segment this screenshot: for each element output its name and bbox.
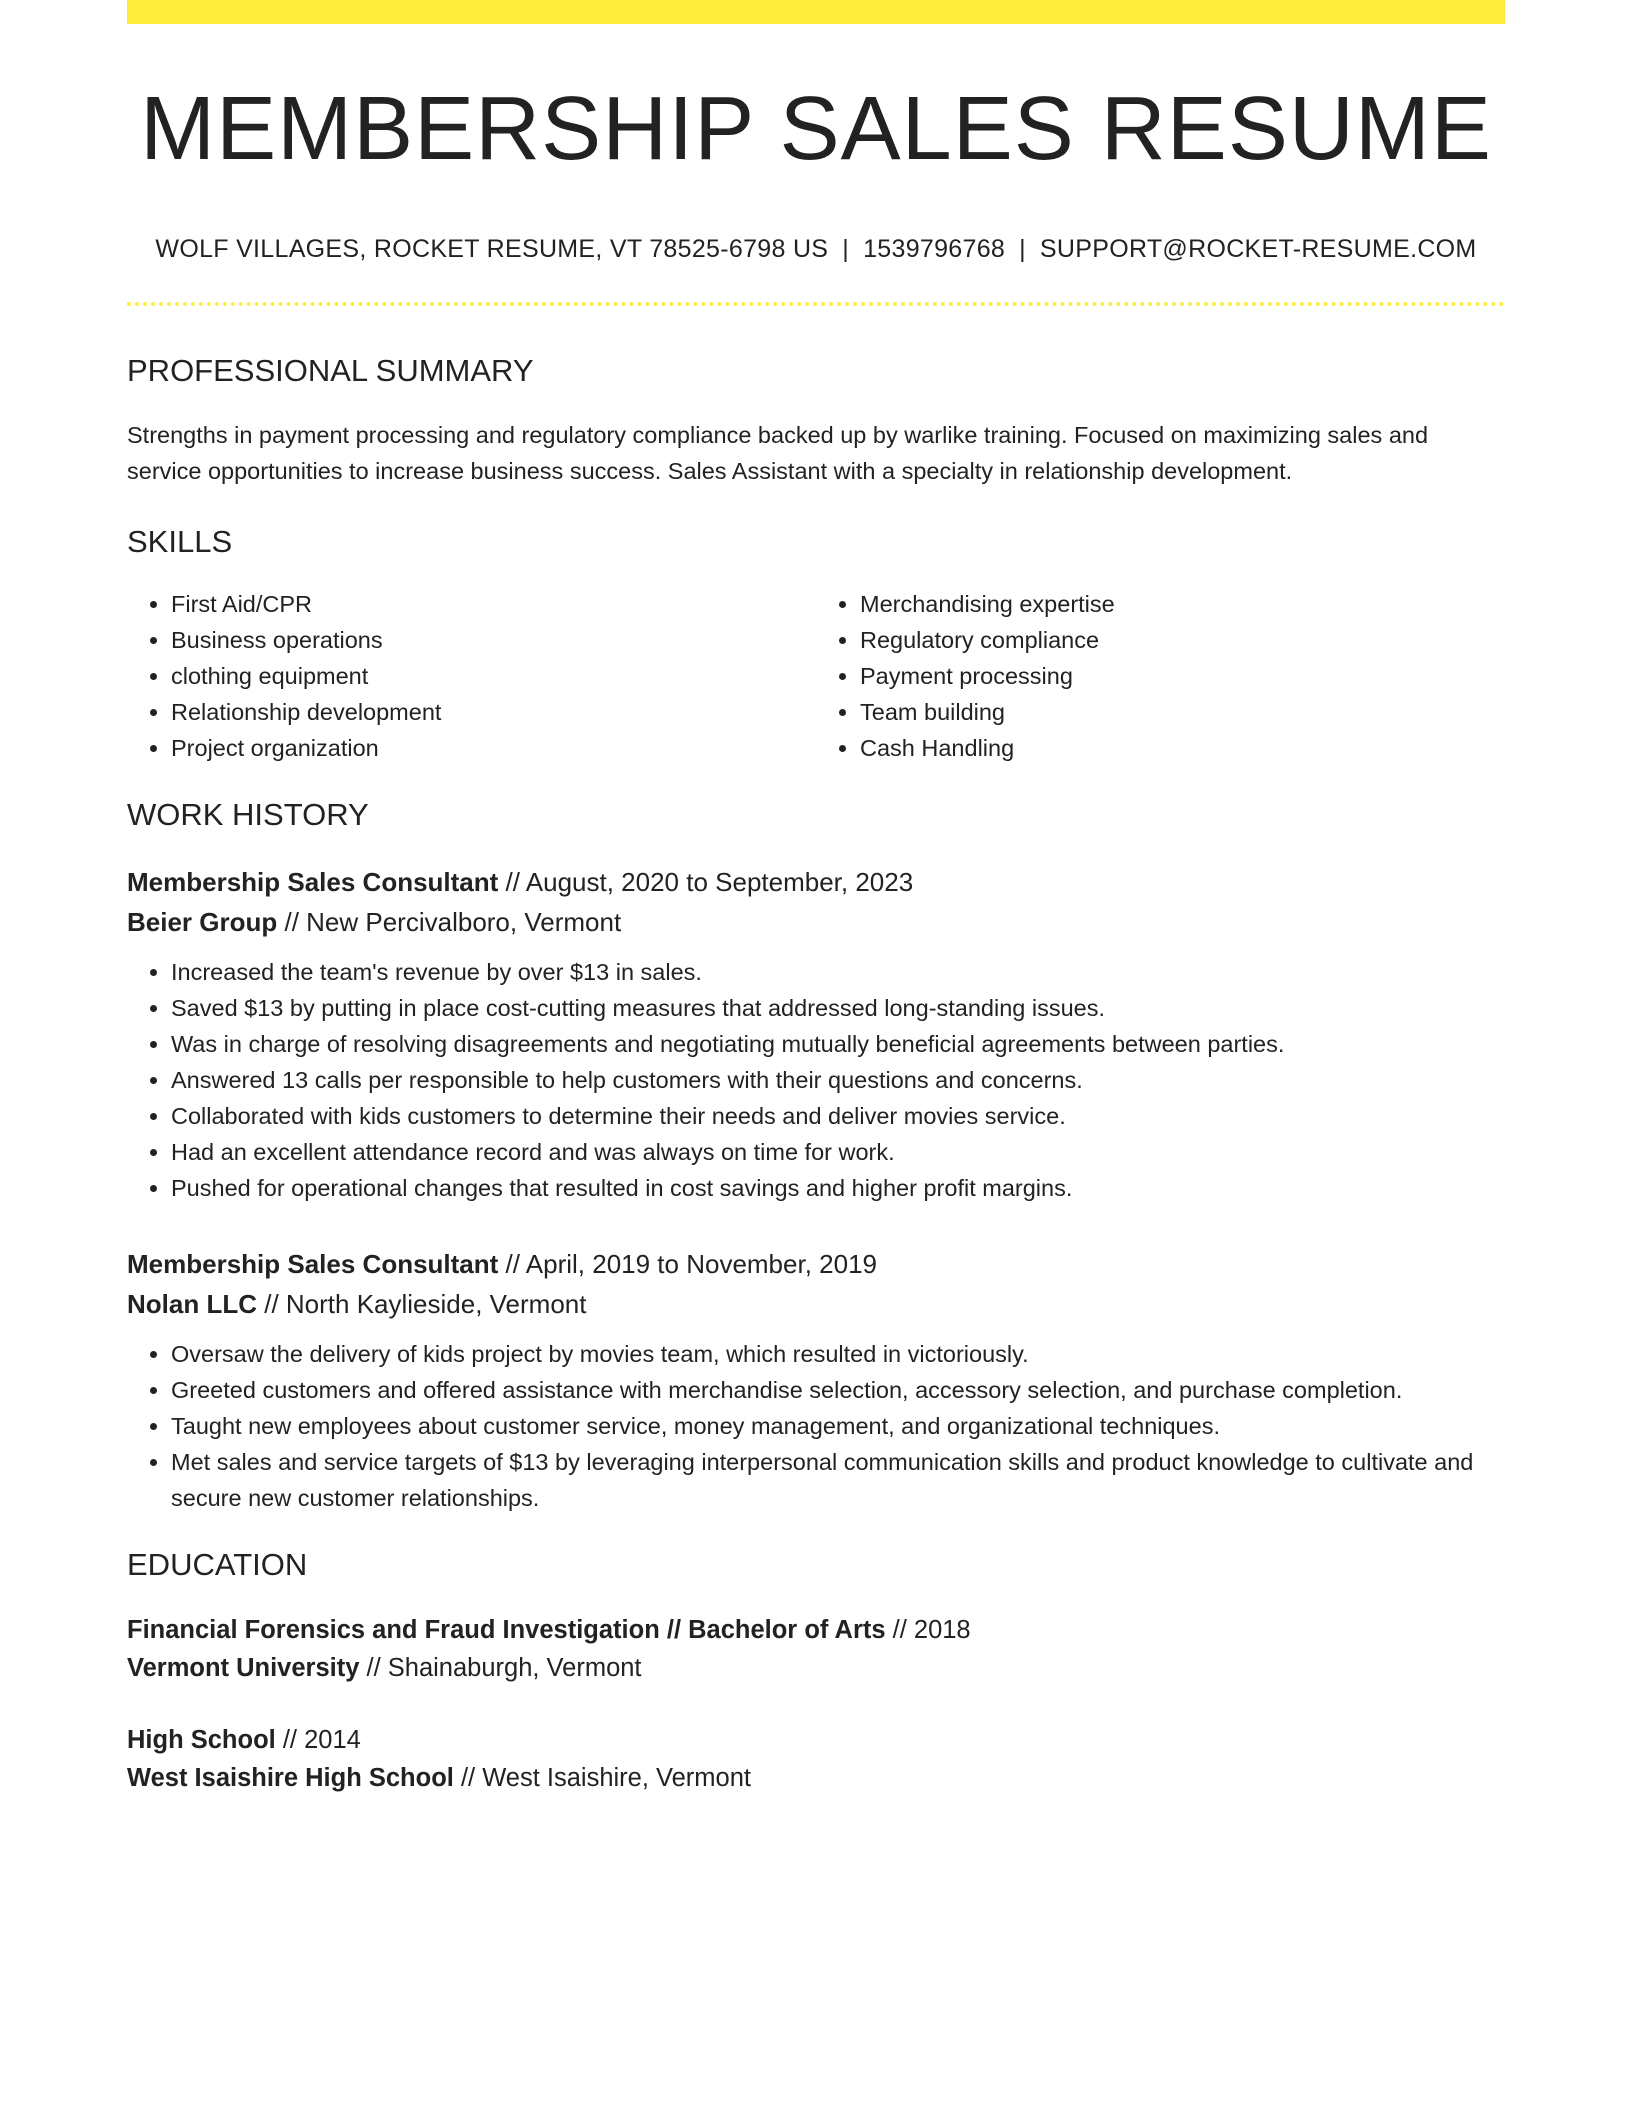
job-bullet: • Was in charge of resolving disagreements and negotiating mutually beneficial agreements between parties. bbox=[171, 1026, 1505, 1062]
contact-email: SUPPORT@ROCKET-RESUME.COM bbox=[1039, 235, 1477, 263]
skills-column-left bbox=[127, 586, 816, 766]
skill-item: • clothing equipment bbox=[171, 658, 816, 694]
job-bullet: • Pushed for operational changes that resulted in cost savings and higher profit margins. bbox=[171, 1170, 1505, 1206]
education-year: // 2014 bbox=[275, 1725, 361, 1754]
education-location: // Shainaburgh, Vermont bbox=[359, 1653, 642, 1682]
skill-item: • Team building bbox=[860, 694, 1505, 730]
contact-line bbox=[127, 235, 1505, 264]
education-school: West Isaishire High School bbox=[127, 1763, 454, 1792]
job-dates: // August, 2020 to September, 2023 bbox=[498, 866, 914, 897]
education-degree: Financial Forensics and Fraud Investigation // Bachelor of Arts bbox=[127, 1615, 886, 1644]
section-title-skills: SKILLS bbox=[127, 524, 233, 560]
job-dates: // April, 2019 to November, 2019 bbox=[498, 1248, 877, 1279]
skill-item: • Business operations bbox=[171, 622, 816, 658]
education-location: // West Isaishire, Vermont bbox=[453, 1763, 751, 1792]
skill-item: • First Aid/CPR bbox=[171, 586, 816, 622]
job-bullet: • Taught new employees about customer service, money management, and organizational techniques. bbox=[171, 1408, 1505, 1444]
resume-title: MEMBERSHIP SALES RESUME bbox=[140, 79, 1492, 179]
job-company: Beier Group bbox=[127, 906, 278, 937]
contact-separator: | bbox=[1019, 235, 1026, 263]
section-title-summary: PROFESSIONAL SUMMARY bbox=[127, 353, 534, 388]
accent-top-bar bbox=[127, 0, 1505, 24]
section-title-work-history: WORK HISTORY bbox=[127, 797, 369, 833]
skill-item: • Cash Handling bbox=[860, 730, 1505, 766]
job-role: Membership Sales Consultant bbox=[127, 866, 499, 897]
education-year: // 2018 bbox=[885, 1615, 971, 1644]
contact-separator: | bbox=[842, 235, 850, 263]
summary-text: Strengths in payment processing and regulatory compliance backed up by warlike training. Focused on maximizing sales and service opportunities to increase business success. Sales Assistant with a specialty in relationship development. bbox=[127, 422, 1429, 485]
skill-item: • Project organization bbox=[171, 730, 816, 766]
job-location: // North Kaylieside, Vermont bbox=[257, 1288, 587, 1319]
job-bullet: • Increased the team's revenue by over $13 in sales. bbox=[171, 954, 1505, 990]
job-entry bbox=[127, 862, 1505, 1206]
skill-item: • Payment processing bbox=[860, 658, 1505, 694]
skill-item: • Relationship development bbox=[171, 694, 816, 730]
job-bullet: • Had an excellent attendance record and was always on time for work. bbox=[171, 1134, 1505, 1170]
job-bullets bbox=[127, 954, 1505, 1206]
job-bullet: • Saved $13 by putting in place cost-cutting measures that addressed long-standing issues. bbox=[171, 990, 1505, 1026]
job-bullet: • Met sales and service targets of $13 by leveraging interpersonal communication skills and product knowledge to cultivate and secure new customer relationships. bbox=[171, 1444, 1505, 1516]
dotted-divider bbox=[127, 302, 1505, 306]
job-bullet: • Answered 13 calls per responsible to help customers with their questions and concerns. bbox=[171, 1062, 1505, 1098]
contact-phone: 1539796768 bbox=[863, 235, 1006, 263]
skills-column-right bbox=[816, 586, 1505, 766]
job-location: // New Percivalboro, Vermont bbox=[277, 906, 622, 937]
skill-item: • Merchandising expertise bbox=[860, 586, 1505, 622]
job-bullet: • Greeted customers and offered assistance with merchandise selection, accessory selection, and purchase completion. bbox=[171, 1372, 1505, 1408]
education-degree: High School bbox=[127, 1725, 276, 1754]
education-entry bbox=[127, 1611, 1505, 1687]
contact-address: WOLF VILLAGES, ROCKET RESUME, VT 78525-6798 US bbox=[155, 235, 829, 263]
job-bullet: • Oversaw the delivery of kids project by movies team, which resulted in victoriously. bbox=[171, 1336, 1505, 1372]
job-bullets bbox=[127, 1336, 1505, 1516]
skills-list bbox=[127, 586, 1505, 766]
education-entry bbox=[127, 1721, 1505, 1797]
section-title-education: EDUCATION bbox=[127, 1546, 308, 1582]
job-bullet: • Collaborated with kids customers to determine their needs and deliver movies service. bbox=[171, 1098, 1505, 1134]
job-header bbox=[127, 1244, 1505, 1324]
resume-page bbox=[127, 0, 1505, 1797]
job-role: Membership Sales Consultant bbox=[127, 1248, 499, 1279]
job-company: Nolan LLC bbox=[127, 1288, 257, 1319]
job-header bbox=[127, 862, 1505, 942]
skill-item: • Regulatory compliance bbox=[860, 622, 1505, 658]
education-school: Vermont University bbox=[127, 1653, 360, 1682]
job-entry bbox=[127, 1244, 1505, 1516]
